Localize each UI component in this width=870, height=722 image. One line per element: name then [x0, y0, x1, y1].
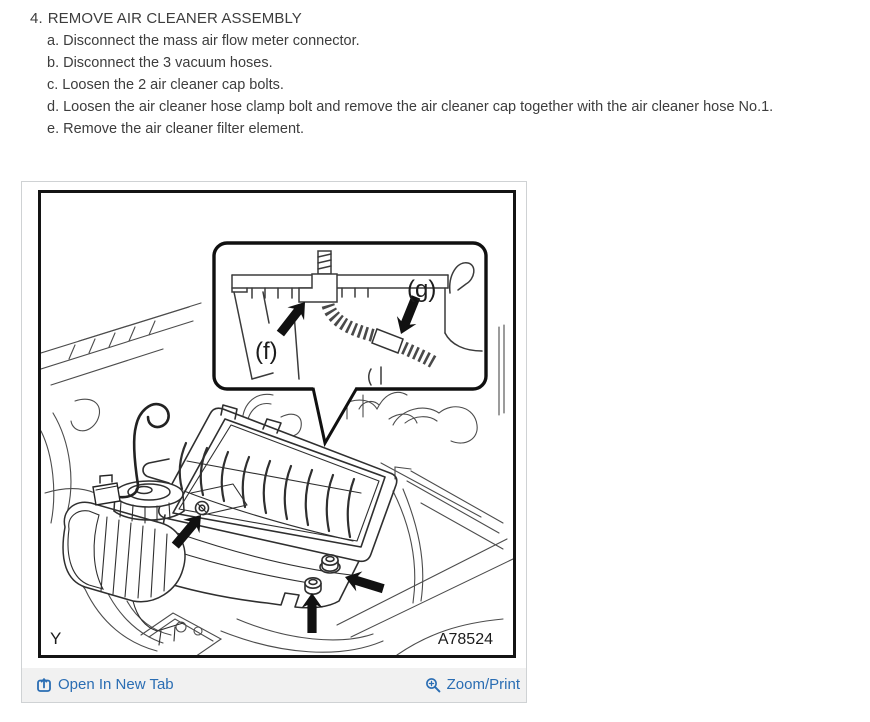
zoom-print-label: Zoom/Print [446, 676, 520, 693]
magnifier-plus-icon [425, 677, 441, 693]
label-g: (g) [407, 276, 437, 303]
figure-toolbar [22, 668, 526, 702]
substep-list [47, 30, 773, 140]
figure-card [21, 181, 527, 703]
substep-c: c. Loosen the 2 air cleaner cap bolts. [47, 77, 284, 93]
zoom-print-link[interactable] [425, 668, 520, 702]
step-title: REMOVE AIR CLEANER ASSEMBLY [47, 10, 302, 27]
substep-e: e. Remove the air cleaner filter element. [47, 121, 305, 137]
open-in-new-icon [36, 677, 52, 693]
open-in-new-tab-link[interactable] [36, 668, 174, 702]
label-f: (f) [255, 338, 278, 365]
air-flow-meter-body [63, 481, 185, 645]
substep-a: a. Disconnect the mass air flow meter connector. [47, 33, 360, 49]
figure-code: A78524 [437, 631, 493, 648]
open-in-new-tab-label: Open In New Tab [58, 676, 174, 693]
figure-frame [38, 190, 516, 658]
air-cleaner-diagram [41, 193, 513, 655]
substep-b: b. Disconnect the 3 vacuum hoses. [47, 55, 273, 71]
label-y: Y [50, 629, 62, 648]
step-heading [30, 8, 773, 30]
substep-d: d. Loosen the air cleaner hose clamp bolt and remove the air cleaner cap together with the air cleaner hose No.1. [47, 99, 774, 115]
callout-box [214, 243, 486, 443]
instructions [30, 8, 773, 140]
step-number: 4. [30, 10, 43, 27]
